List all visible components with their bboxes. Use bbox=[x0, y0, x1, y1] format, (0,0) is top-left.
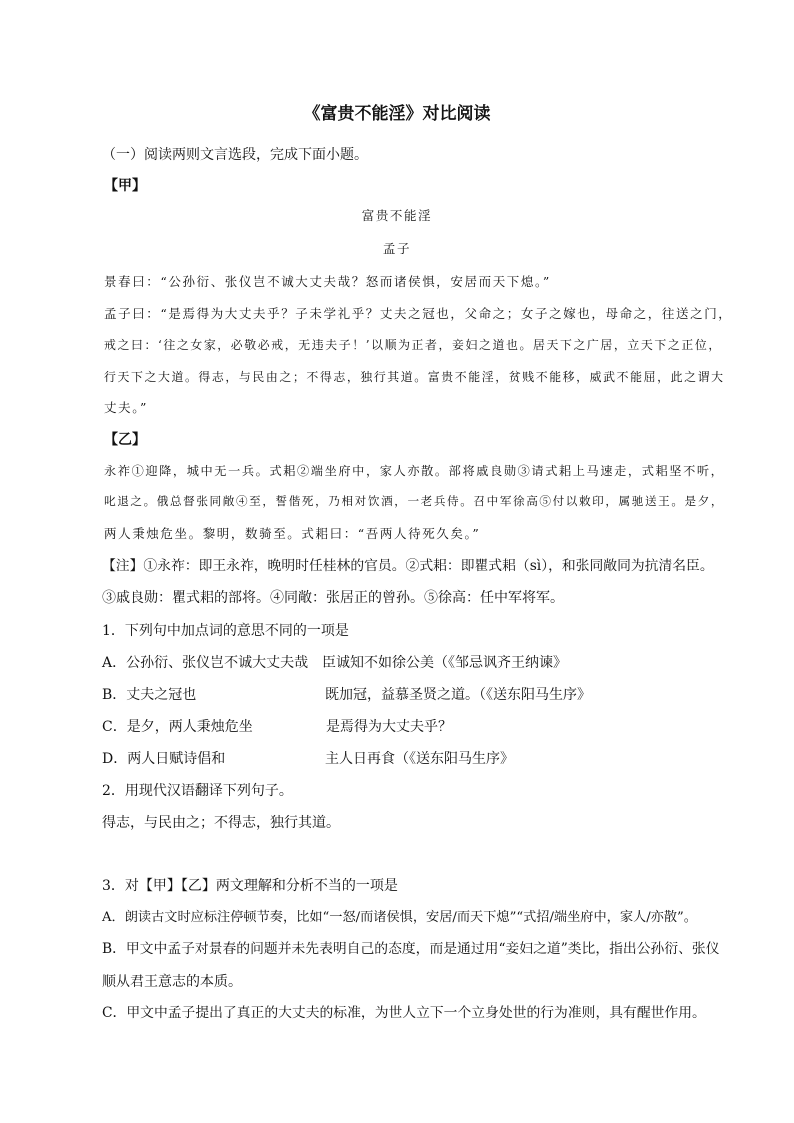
question-1-option-c: C．是夕，两人秉烛危坐 bbox=[102, 719, 253, 735]
jia-line: 景春曰：“公孙衍、张仪岂不诚大丈夫哉？怒而诸侯惧，安居而天下熄。” bbox=[104, 274, 551, 289]
jia-line: 行天下之大道。得志，与民由之；不得志，独行其道。富贵不能淫，贫贱不能移，威武不能屈，此之谓大 bbox=[104, 370, 725, 384]
note-line: 【注】①永祚：即王永祚，晚明时任桂林的官员。②式耜：即瞿式耜（sì），和张同敞同为抗清名臣。 bbox=[102, 558, 714, 574]
question-1-option-d-compare: 主人日再食（《送东阳马生序》 bbox=[325, 751, 514, 767]
question-2-sentence: 得志，与民由之；不得志，独行其道。 bbox=[102, 815, 340, 831]
question-3-option-b-continued: 顺从君王意志的本质。 bbox=[102, 974, 242, 990]
question-1-option-a-compare: 臣诚知不如徐公美（《邹忌讽齐王纳谏》 bbox=[322, 655, 567, 671]
question-1-option-b: B．丈夫之冠也 bbox=[102, 687, 197, 703]
question-3-option-b: B．甲文中孟子对景春的问题并未先表明自己的态度，而是通过用“妾妇之道”类比，指出公孙衍、张仪 bbox=[102, 941, 720, 957]
question-1-option-c-compare: 是焉得为大丈夫乎？ bbox=[326, 719, 452, 735]
question-1-option-b-compare: 既加冠，益慕圣贤之道。（《送东阳马生序》 bbox=[325, 687, 591, 703]
question-1-option-d: D．两人日赋诗倡和 bbox=[102, 751, 226, 767]
jia-line: 孟子曰：“是焉得为大丈夫乎？子未学礼乎？丈夫之冠也，父命之；女子之嫁也，母命之，往送之门， bbox=[104, 306, 733, 321]
question-3-option-c: C．甲文中孟子提出了真正的大丈夫的标准，为世人立下一个立身处世的行为准则，具有醒世作用。 bbox=[102, 1005, 706, 1021]
question-3-stem: 3．对【甲】【乙】两文理解和分析不当的一项是 bbox=[102, 878, 398, 894]
jia-line: 丈夫。” bbox=[104, 400, 149, 415]
question-2-stem: 2．用现代汉语翻译下列句子。 bbox=[102, 783, 293, 799]
yi-line: 永祚①迎降，城中无一兵。式耜②端坐府中，家人亦散。部将戚良勋③请式耜上马速走，式耜坚不听， bbox=[104, 464, 725, 478]
yi-line: 两人秉烛危坐。黎明，数骑至。式耜曰：“吾两人待死久矣。” bbox=[104, 526, 481, 541]
passage-title: 富贵不能淫 bbox=[361, 208, 433, 223]
note-line: ③戚良勋：瞿式耜的部将。④同敞：张居正的曾孙。⑤徐高：任中军将军。 bbox=[102, 590, 564, 606]
question-3-option-a: A．朗读古文时应标注停顿节奏，比如“一怒/而诸侯惧，安居/而天下熄”“式招/端坐府中，家人/亦散”。 bbox=[102, 910, 697, 925]
yi-label: 【乙】 bbox=[104, 432, 146, 448]
page-title: 《富贵不能淫》对比阅读 bbox=[303, 104, 491, 124]
question-1-stem: 1．下列句中加点词的意思不同的一项是 bbox=[102, 623, 349, 639]
jia-label: 【甲】 bbox=[104, 178, 146, 194]
section-instruction: （一）阅读两则文言选段，完成下面小题。 bbox=[102, 147, 368, 163]
jia-line: 戒之曰：‘往之女家，必敬必戒，无违夫子！’以顺为正者，妾妇之道也。居天下之广居，立天下之正位， bbox=[104, 338, 722, 352]
yi-line: 叱退之。俄总督张同敞④至，誓偕死，乃相对饮酒，一老兵侍。召中军徐高⑤付以敕印，属驰送王。是夕， bbox=[104, 494, 725, 508]
question-1-option-a: A．公孙衍、张仪岂不诚大丈夫哉 bbox=[102, 655, 309, 671]
passage-author: 孟子 bbox=[382, 241, 412, 256]
